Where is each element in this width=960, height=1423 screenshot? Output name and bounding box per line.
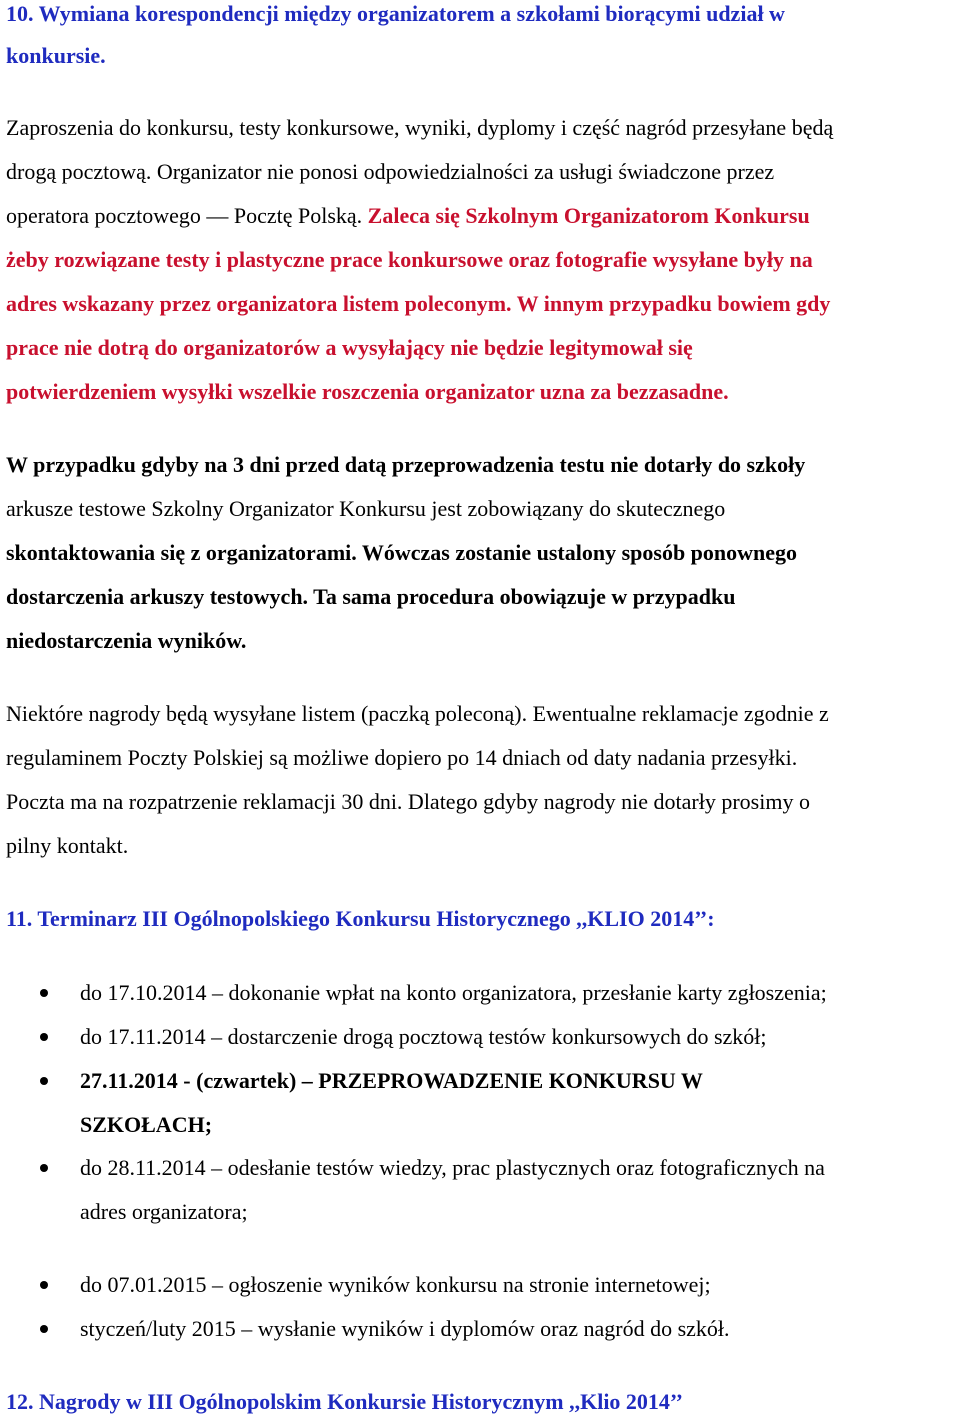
para1-line-5: adres wskazany przez organizatora listem poleconym. W innym przypadku bowiem gdy — [6, 291, 831, 316]
para3-line-4: pilny kontakt. — [6, 833, 129, 858]
para2-line-2: arkusze testowe Szkolny Organizator Konkursu jest zobowiązany do skutecznego — [6, 496, 726, 521]
schedule-item-3-text-line-1: 27.11.2014 - (czwartek) – PRZEPROWADZENIE KONKURSU W — [80, 1068, 703, 1093]
schedule-item-2-text: do 17.11.2014 – dostarczenie drogą pocztową testów konkursowych do szkół; — [80, 1024, 767, 1049]
para1-line-4: żeby rozwiązane testy i plastyczne prace konkursowe oraz fotografie wysyłane były na — [6, 247, 813, 272]
para3-line-1: Niektóre nagrody będą wysyłane listem (paczką poleconą). Ewentualne reklamacje zgodnie z — [6, 701, 829, 726]
schedule-item-4-text-line-1: do 28.11.2014 – odesłanie testów wiedzy, prac plastycznych oraz fotograficznych na — [80, 1155, 825, 1180]
bullet-icon — [40, 1325, 48, 1333]
bullet-icon — [40, 1077, 48, 1085]
para2-line-5: niedostarczenia wyników. — [6, 628, 247, 653]
section-12-heading: 12. Nagrody w III Ogólnopolskim Konkursie Historycznym ,,Klio 2014’’ — [6, 1389, 683, 1414]
para1-line-3-normal: operatora pocztowego — Pocztę Polską. — [6, 203, 368, 228]
bullet-icon — [40, 1281, 48, 1289]
para1-line-6: prace nie dotrą do organizatorów a wysyłający nie będzie legitymował się — [6, 335, 693, 360]
para1-line-7: potwierdzeniem wysyłki wszelkie roszczenia organizator uzna za bezzasadne. — [6, 379, 729, 404]
section-11-heading: 11. Terminarz III Ogólnopolskiego Konkursu Historycznego ,,KLIO 2014’’: — [6, 906, 715, 931]
para2-line-4: dostarczenia arkuszy testowych. Ta sama procedura obowiązuje w przypadku — [6, 584, 736, 609]
para3-line-2: regulaminem Poczty Polskiej są możliwe dopiero po 14 dniach od daty nadania przesyłki. — [6, 745, 798, 770]
section-10-heading-line-1: 10. Wymiana korespondencji między organizatorem a szkołami biorącymi udział w — [6, 1, 785, 26]
schedule-item-6-text: styczeń/luty 2015 – wysłanie wyników i dyplomów oraz nagród do szkół. — [80, 1316, 730, 1341]
section-10-heading-line-2: konkursie. — [6, 43, 106, 68]
para1-line-3-emphasis: Zaleca się Szkolnym Organizatorom Konkursu — [367, 203, 810, 228]
schedule-item-1-text: do 17.10.2014 – dokonanie wpłat na konto organizatora, przesłanie karty zgłoszenia; — [80, 980, 827, 1005]
schedule-item-5-text: do 07.01.2015 – ogłoszenie wyników konkursu na stronie internetowej; — [80, 1272, 711, 1297]
para1-line-1: Zaproszenia do konkursu, testy konkursowe, wyniki, dyplomy i część nagród przesyłane będą — [6, 115, 834, 140]
bullet-icon — [40, 989, 48, 997]
bullet-icon — [40, 1164, 48, 1172]
schedule-item-3-text-line-2: SZKOŁACH; — [80, 1112, 213, 1137]
para1-line-3 — [6, 202, 810, 230]
schedule-item-4-text-line-2: adres organizatora; — [80, 1199, 248, 1224]
para2-line-3: skontaktowania się z organizatorami. Wówczas zostanie ustalony sposób ponownego — [6, 540, 798, 565]
para3-line-3: Poczta ma na rozpatrzenie reklamacji 30 dni. Dlatego gdyby nagrody nie dotarły prosimy o — [6, 789, 810, 814]
bullet-icon — [40, 1033, 48, 1041]
para2-line-1: W przypadku gdyby na 3 dni przed datą przeprowadzenia testu nie dotarły do szkoły — [6, 452, 806, 477]
para1-line-2: drogą pocztową. Organizator nie ponosi odpowiedzialności za usługi świadczone przez — [6, 159, 775, 184]
